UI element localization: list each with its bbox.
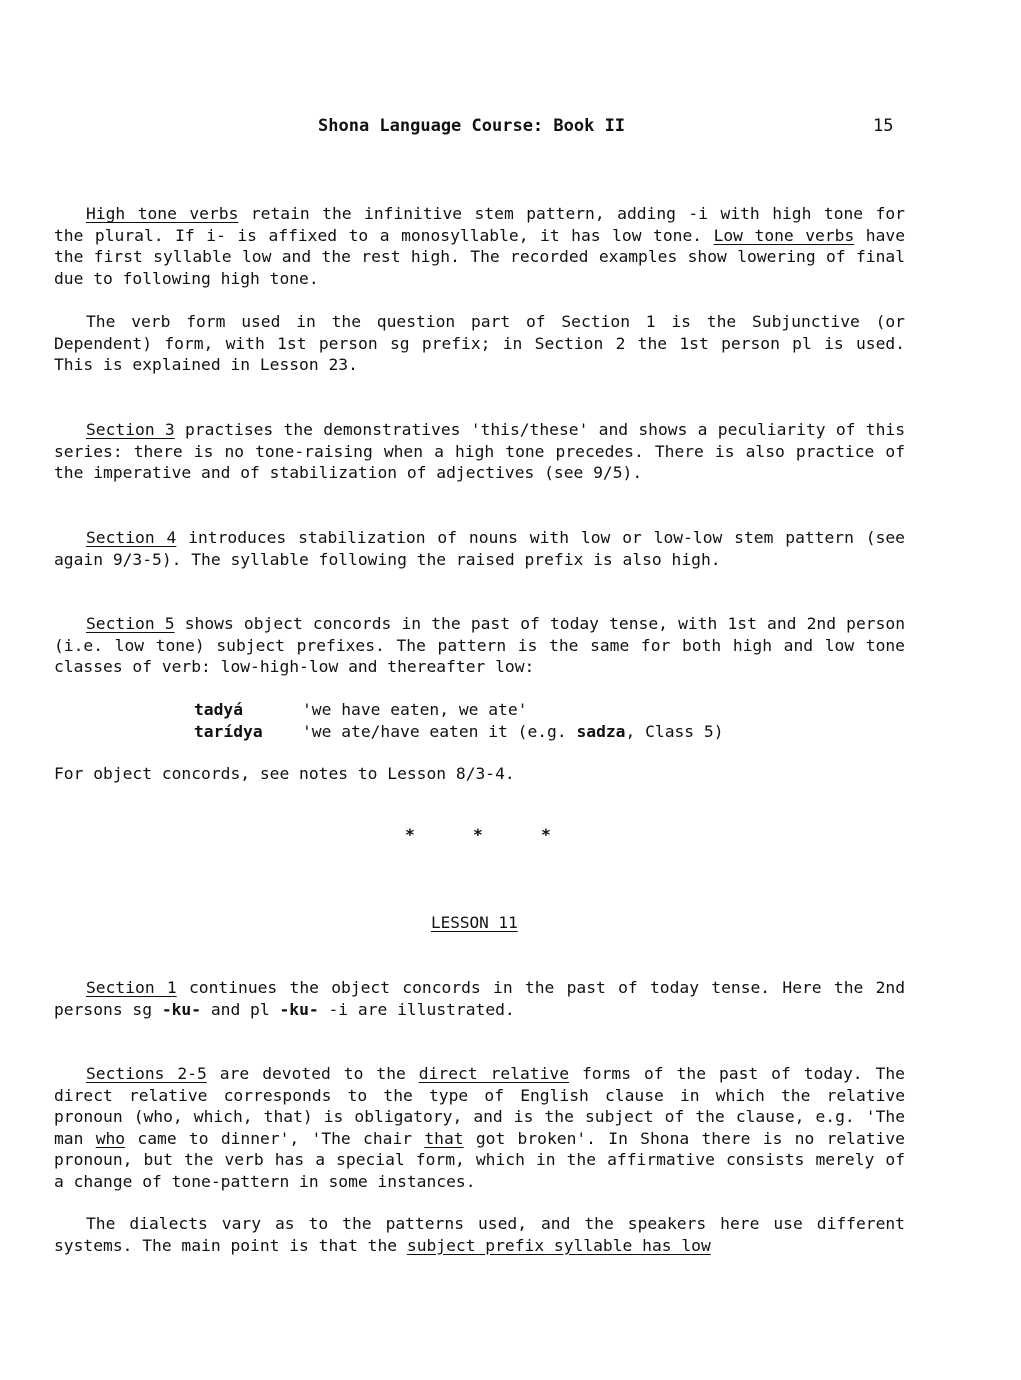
concord-ku: -ku-: [161, 999, 202, 1019]
paragraph-text: retain the infinitive stem pattern, adding -i with high tone for the plural. If i- is affixed to a monosyllable, it has low tone.: [54, 204, 905, 245]
example-noun: sadza: [576, 722, 626, 741]
lesson-heading: LESSON 11: [431, 913, 518, 932]
paragraph-section-4: [54, 527, 905, 570]
term-high-tone-verbs: High tone verbs: [86, 204, 239, 223]
paragraph-direct-relative: [54, 1063, 905, 1193]
section-1-label: Section 1: [86, 978, 177, 997]
paragraph-text: forms of the past of today. The direct relative corresponds to the type of English clause in which the relative pronoun (who, which, that) is obligatory, and is the subject of the clause, e.g. 'The man: [54, 1064, 905, 1148]
paragraph-text: -i are illustrated.: [318, 999, 515, 1019]
paragraph-text: practises the demonstratives 'this/these' and shows a peculiarity of this series: there is no tone-raising when a high tone precedes. There is also practice of the imperative and of stabilization of adjectives (see 9/5).: [54, 420, 905, 483]
paragraph-verb-form: [54, 311, 905, 376]
paragraph-text: For object concords, see notes to Lesson 8/3-4.: [54, 764, 515, 783]
example-gloss: 'we have eaten, we ate': [302, 700, 528, 719]
section-4-label: Section 4: [86, 528, 177, 547]
paragraph-text: introduces stabilization of nouns with low or low-low stem pattern (see again 9/3-5). The syllable following the raised prefix is also high.: [54, 528, 905, 569]
paragraph-text: shows object concords in the past of today tense, with 1st and 2nd person (i.e. low tone) subject prefixes. The pattern is the same for both high and low tone classes of verb: low-high-low and thereafter low:: [54, 614, 905, 677]
paragraph-text: are devoted to the: [206, 1064, 419, 1083]
term-that: that: [424, 1128, 464, 1148]
example-gloss-end: , Class 5): [625, 722, 724, 741]
paragraph-high-tone-verbs: [54, 203, 905, 289]
paragraph-object-concords: [54, 763, 905, 785]
separator-star: *: [541, 825, 551, 844]
section-3-label: Section 3: [86, 420, 175, 439]
paragraph-text: and pl: [201, 999, 280, 1019]
paragraph-text: The verb form used in the question part of Section 1 is the Subjunctive (or Dependent) form, with 1st person sg prefix; in Section 2 the 1st person pl is used. This is explained in Lesson 23.: [54, 312, 905, 375]
term-subject-prefix: subject prefix syllable has low: [406, 1235, 711, 1255]
running-header-title: Shona Language Course: Book II: [318, 116, 626, 136]
example-row: [194, 721, 724, 743]
paragraph-section-5: [54, 613, 905, 678]
concord-ku: -ku-: [279, 999, 319, 1019]
term-low-tone-verbs: Low tone verbs: [713, 225, 855, 245]
example-word: tarídya: [194, 722, 263, 741]
sections-2-5-label: Sections 2-5: [86, 1064, 207, 1083]
paragraph-lesson11-section-1: [54, 977, 905, 1020]
example-gloss: 'we ate/have eaten it (e.g.: [302, 722, 577, 741]
section-5-label: Section 5: [86, 614, 175, 633]
term-who: who: [95, 1128, 126, 1148]
paragraph-text: continues the object concords in the past of today tense. Here the 2nd persons sg: [54, 978, 905, 1019]
paragraph-text: came to dinner', 'The chair: [125, 1128, 425, 1148]
paragraph-text: got broken'. In Shona there is no relative pronoun, but the verb has a special form, which in the affirmative consists merely of a change of tone-pattern in some instances.: [54, 1128, 905, 1191]
paragraph-dialects: [54, 1213, 905, 1256]
example-row: [194, 699, 527, 721]
separator-star: *: [473, 825, 483, 844]
paragraph-text: The dialects vary as to the patterns used, and the speakers here use different systems. The main point is that the: [54, 1214, 905, 1255]
term-direct-relative: direct relative: [418, 1064, 570, 1083]
section-separator: [405, 824, 609, 846]
separator-star: *: [405, 825, 415, 844]
paragraph-section-3: [54, 419, 905, 484]
paragraph-text: have the first syllable low and the rest high. The recorded examples show lowering of final due to following high tone.: [54, 225, 906, 288]
page-number: 15: [873, 116, 894, 136]
example-word: tadyá: [194, 700, 244, 719]
